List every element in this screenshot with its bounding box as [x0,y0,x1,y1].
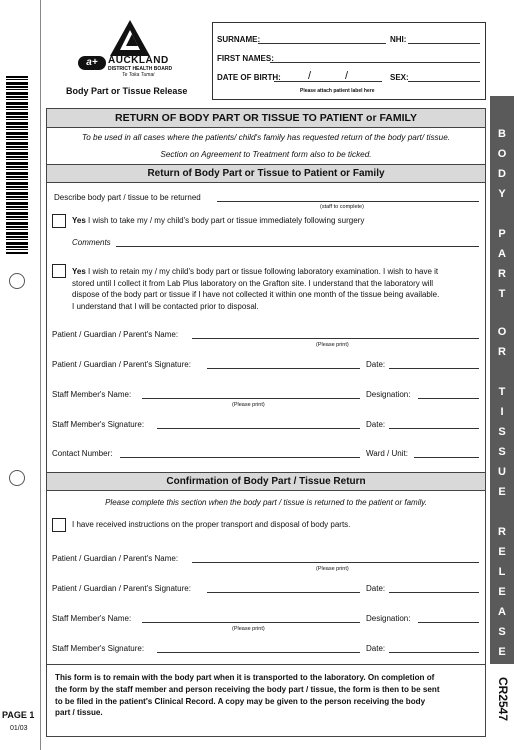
intro-line-2: Section on Agreement to Treatment form also to be ticked. [160,150,372,159]
side-banner-letter: D [498,168,506,180]
option2-line-1: I wish to retain my / my child's body part or tissue following laboratory examination. I wish to have it [88,267,439,276]
footer-line-3: to be filed in the patient's Clinical Record. A copy may be given to the person receiving the body [55,696,426,706]
staff-name-label: Staff Member's Name: [52,390,132,399]
contact-number-label: Contact Number: [52,449,113,458]
form-title: Body Part or Tissue Release [66,86,188,96]
take-immediately-checkbox[interactable] [52,214,66,228]
side-banner-letter: E [498,486,506,498]
sex-label: SEX: [390,73,409,82]
side-banner-letter: U [498,466,506,478]
side-banner-letter: T [498,288,506,300]
staff-signature-field[interactable] [157,652,360,653]
option2-line-4: I understand that I will be contacted prior to disposal. [72,301,259,311]
revision-date: 01/03 [10,725,28,732]
pg-name-field[interactable] [192,338,479,339]
pg-signature-label: Patient / Guardian / Parent's Signature: [52,584,191,593]
staff-signature-label: Staff Member's Signature: [52,644,145,653]
staff-note: (staff to complete) [320,204,364,210]
punch-hole [9,273,25,289]
date-label: Date: [366,420,386,429]
side-banner-letter: S [498,626,506,638]
describe-label: Describe body part / tissue to be returned [54,193,201,202]
dob-slash: / [345,70,349,82]
comments-label: Comments [72,238,111,247]
side-banner-letter: I [500,406,504,418]
side-banner-letter: E [498,586,506,598]
form-code: CR2547 [496,676,510,722]
section1-title: Return of Body Part or Tissue to Patient or Family [47,164,485,183]
pg-signature-field[interactable] [207,592,360,593]
date-field[interactable] [389,428,479,429]
surname-label: SURNAME: [217,35,261,44]
footer-divider [47,664,485,665]
yes-label: Yes [72,216,86,225]
logo-badge: a+ [78,56,106,70]
retain-checkbox[interactable] [52,264,66,278]
nhi-field[interactable] [408,43,480,44]
page-number: PAGE 1 [2,710,35,720]
side-banner-letter: O [497,148,507,160]
staff-name-field[interactable] [142,622,360,623]
side-banner-letter: S [498,446,506,458]
org-tagline: Te Toka Tumai [122,72,155,78]
option1-text: I wish to take my / my child's body part or tissue immediately following surgery [88,216,365,225]
option2-line-2: stored until I collect it from Lab Plus laboratory on the Grafton site. I understand that the laboratory will [72,278,434,288]
designation-label: Designation: [366,390,411,399]
section2-intro: Please complete this section when the body part / tissue is returned to the patient or family. [105,498,427,507]
side-banner-letter: R [498,268,506,280]
side-banner-letter: S [498,426,506,438]
staff-name-label: Staff Member's Name: [52,614,132,623]
footer-line-2: the form by the staff member and person receiving the body part / tissue, the form is then to be sent [55,684,440,694]
side-banner-letter: R [498,526,506,538]
yes-label: Yes [72,267,86,276]
sex-field[interactable] [408,81,480,82]
barcode [6,76,28,254]
footer-note [55,672,481,719]
punch-hole [9,470,25,486]
comments-field[interactable] [116,246,479,247]
side-banner-letter: T [498,386,506,398]
option2-line-3: dispose of the body part or tissue if I have not collected it within one month of the tissue being available. [72,290,440,299]
section2-title: Confirmation of Body Part / Tissue Return [47,472,485,491]
dob-slash: / [308,70,312,82]
first-names-label: FIRST NAMES: [217,54,274,63]
staff-signature-field[interactable] [157,428,360,429]
intro-line-1: To be used in all cases where the patients/ child's family has requested return of the body part/ tissue. [81,133,451,142]
pg-signature-label: Patient / Guardian / Parent's Signature: [52,360,191,369]
side-banner-letter: R [498,346,506,358]
footer-line-4: part / tissue. [55,708,103,718]
date-field[interactable] [389,368,479,369]
side-banner-letter: L [498,566,506,578]
auckland-logo-icon [110,20,150,56]
date-label: Date: [366,360,386,369]
instructions-received-text: I have received instructions on the proper transport and disposal of body parts. [72,520,351,529]
org-name: AUCKLAND [108,55,169,66]
side-banner-letter: B [498,128,506,140]
side-banner-letter: O [497,326,507,338]
date-label: Date: [366,644,386,653]
please-print-note: (Please print) [316,342,349,348]
staff-name-field[interactable] [142,398,360,399]
pg-name-field[interactable] [192,562,479,563]
side-banner [490,96,514,664]
patient-label-note: Please attach patient label here [300,88,375,94]
designation-field[interactable] [418,398,479,399]
pg-name-label: Patient / Guardian / Parent's Name: [52,554,179,563]
pg-name-label: Patient / Guardian / Parent's Name: [52,330,179,339]
org-subtitle: DISTRICT HEALTH BOARD [108,66,173,72]
dob-field[interactable] [274,81,382,82]
staff-signature-label: Staff Member's Signature: [52,420,145,429]
describe-field[interactable] [217,201,479,202]
please-print-note: (Please print) [232,626,265,632]
side-banner-letter: Y [498,188,506,200]
side-banner-letter: A [498,248,506,260]
date-label: Date: [366,584,386,593]
surname-field[interactable] [258,43,386,44]
ward-unit-label: Ward / Unit: [366,449,408,458]
first-names-field[interactable] [270,62,480,63]
side-banner-letter: E [498,646,506,658]
main-title: RETURN OF BODY PART OR TISSUE TO PATIENT or FAMILY [47,108,485,128]
please-print-note: (Please print) [232,402,265,408]
please-print-note: (Please print) [316,566,349,572]
date-field[interactable] [389,592,479,593]
instructions-received-checkbox[interactable] [52,518,66,532]
ward-unit-field[interactable] [414,457,479,458]
designation-field[interactable] [418,622,479,623]
date-field[interactable] [389,652,479,653]
side-banner-letter: E [498,546,506,558]
pg-signature-field[interactable] [207,368,360,369]
contact-number-field[interactable] [120,457,360,458]
dob-label: DATE OF BIRTH: [217,73,281,82]
nhi-label: NHI: [390,35,407,44]
side-banner-letter: P [498,228,506,240]
designation-label: Designation: [366,614,411,623]
footer-line-1: This form is to remain with the body part when it is transported to the laboratory. On completion of [55,673,435,682]
side-banner-letter: A [498,606,506,618]
